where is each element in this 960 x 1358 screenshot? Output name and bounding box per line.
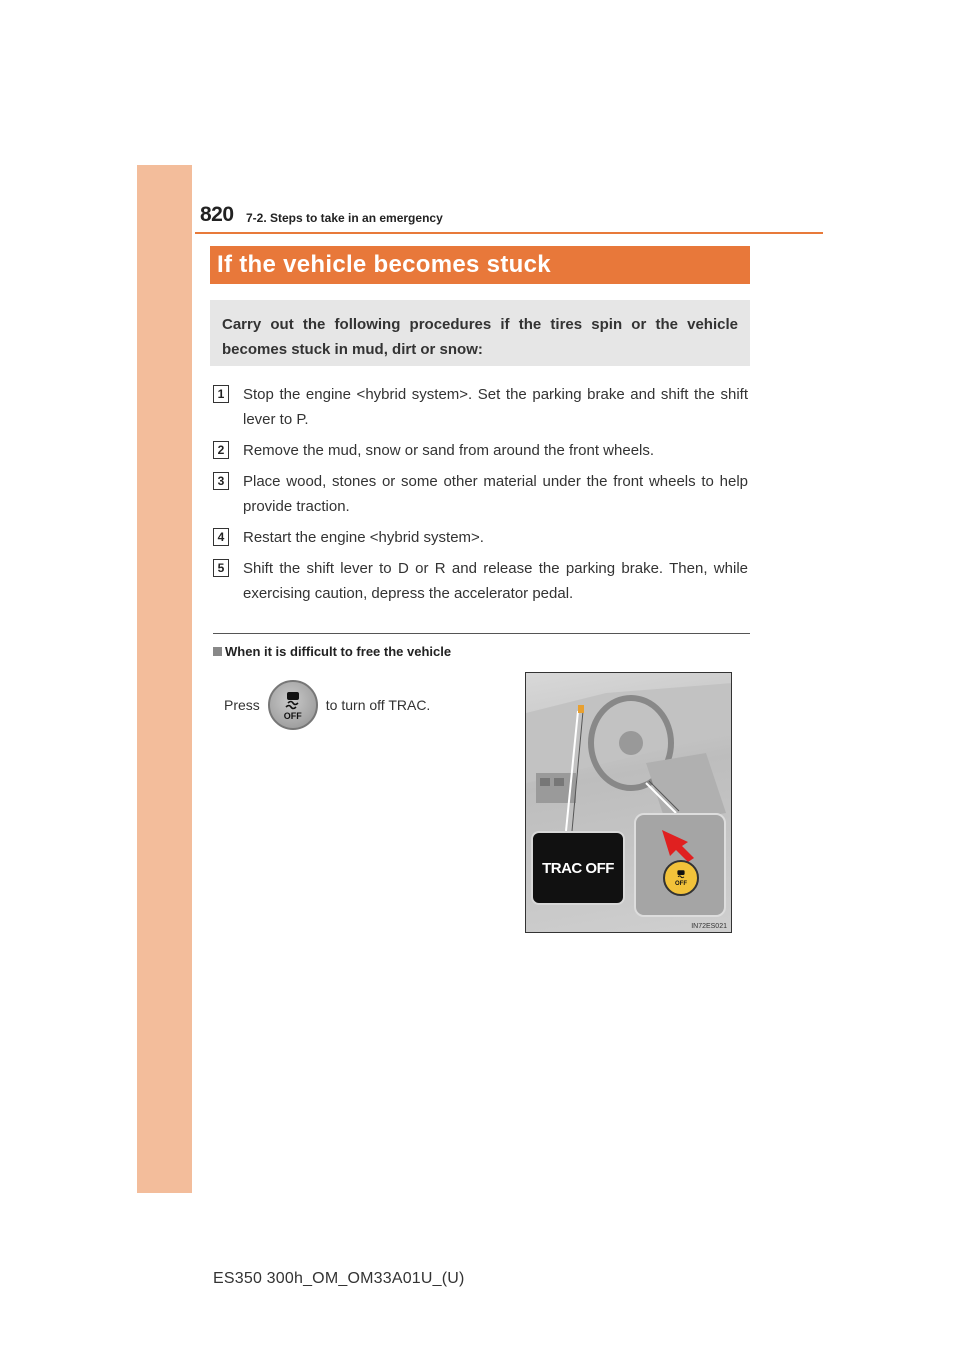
intro-box [210,300,750,366]
step-number-badge: 1 [213,385,229,403]
trac-off-indicator: TRAC OFF [531,831,625,905]
step-item [213,469,748,519]
step-number-badge: 4 [213,528,229,546]
square-bullet-icon [213,647,222,656]
step-number-badge: 2 [213,441,229,459]
note-heading-text: When it is difficult to free the vehicle [225,644,452,659]
step-text: Stop the engine <hybrid system>. Set the parking brake and shift the shift lever to P. [243,386,748,428]
figure-code: IN72ES021 [691,923,727,930]
step-number-badge: 3 [213,472,229,490]
press-prefix: Press [224,697,260,713]
step-text: Place wood, stones or some other material under the front wheels to help provide traction. [243,473,748,515]
step-list [213,382,748,606]
dashboard-illustration [525,672,732,933]
step-item [213,525,748,550]
press-suffix: to turn off TRAC. [325,697,431,713]
step-item [213,438,748,463]
step-item [213,556,748,606]
step-number-badge: 5 [213,559,229,577]
skid-car-icon [282,690,304,710]
section-label: 7-2. Steps to take in an emergency [246,211,443,225]
chapter-side-tab [137,165,192,1193]
intro-text: Carry out the following procedures if the tires spin or the vehicle becomes stuck in mud, dirt or snow: [222,316,738,358]
step-item [213,382,748,432]
switch-label: OFF [675,881,687,887]
step-text: Shift the shift lever to D or R and release the parking brake. Then, while exercising caution, depress the accelerator pedal. [243,560,748,602]
note-heading [213,644,451,659]
page-number: 820 [200,203,234,226]
trac-off-button-icon [268,680,318,730]
skid-car-icon [674,869,688,881]
step-text: Restart the engine <hybrid system>. [243,529,484,546]
trac-off-switch [663,860,699,896]
document-footer: ES350 300h_OM_OM33A01U_(U) [213,1270,465,1287]
press-instruction [224,682,430,728]
off-button-label: OFF [283,710,302,721]
red-arrow-icon [660,828,700,862]
section-title: If the vehicle becomes stuck [210,246,750,284]
step-text: Remove the mud, snow or sand from around the front wheels. [243,442,655,459]
header-divider [195,232,823,234]
section-divider [213,633,750,634]
